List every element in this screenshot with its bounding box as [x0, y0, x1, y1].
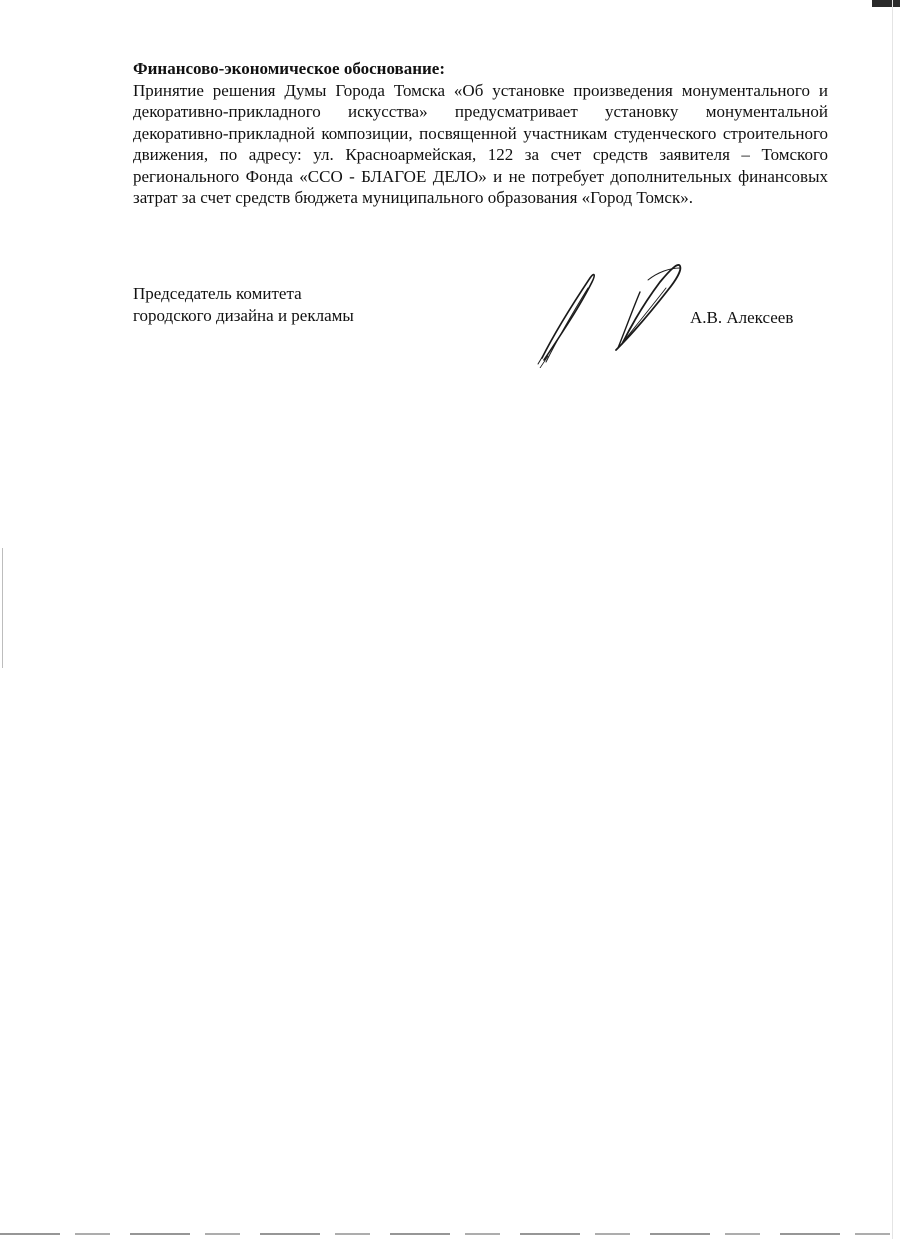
signer-position-line-2: городского дизайна и рекламы — [133, 305, 354, 325]
signer-position — [133, 283, 354, 326]
scan-bottom-edge — [0, 1233, 900, 1235]
section-paragraph: Принятие решения Думы Города Томска «Об установке произведения монументального и декоративно-прикладного искусства» предусматривает установку монументальной декоративно-прикладной композиции, посвященной участникам студенческого строительного движения, по адресу: ул. Красноармейская, 122 за счет средств заявителя – Томского регионального Фонда «ССО - БЛАГОЕ ДЕЛО» и не потребует дополнительных финансовых затрат за счет средств бюджета муниципального образования «Город Томск». — [133, 80, 828, 207]
section-heading: Финансово-экономическое обоснование: — [133, 59, 446, 78]
scan-edge-line-left — [2, 548, 3, 668]
scan-edge-mark — [872, 0, 900, 7]
signer-position-line-1: Председатель комитета — [133, 284, 302, 303]
scan-edge-line — [892, 0, 893, 1239]
financial-justification-section — [133, 58, 828, 209]
signer-name: А.В. Алексеев — [690, 308, 794, 327]
handwritten-signature-icon — [530, 258, 700, 368]
